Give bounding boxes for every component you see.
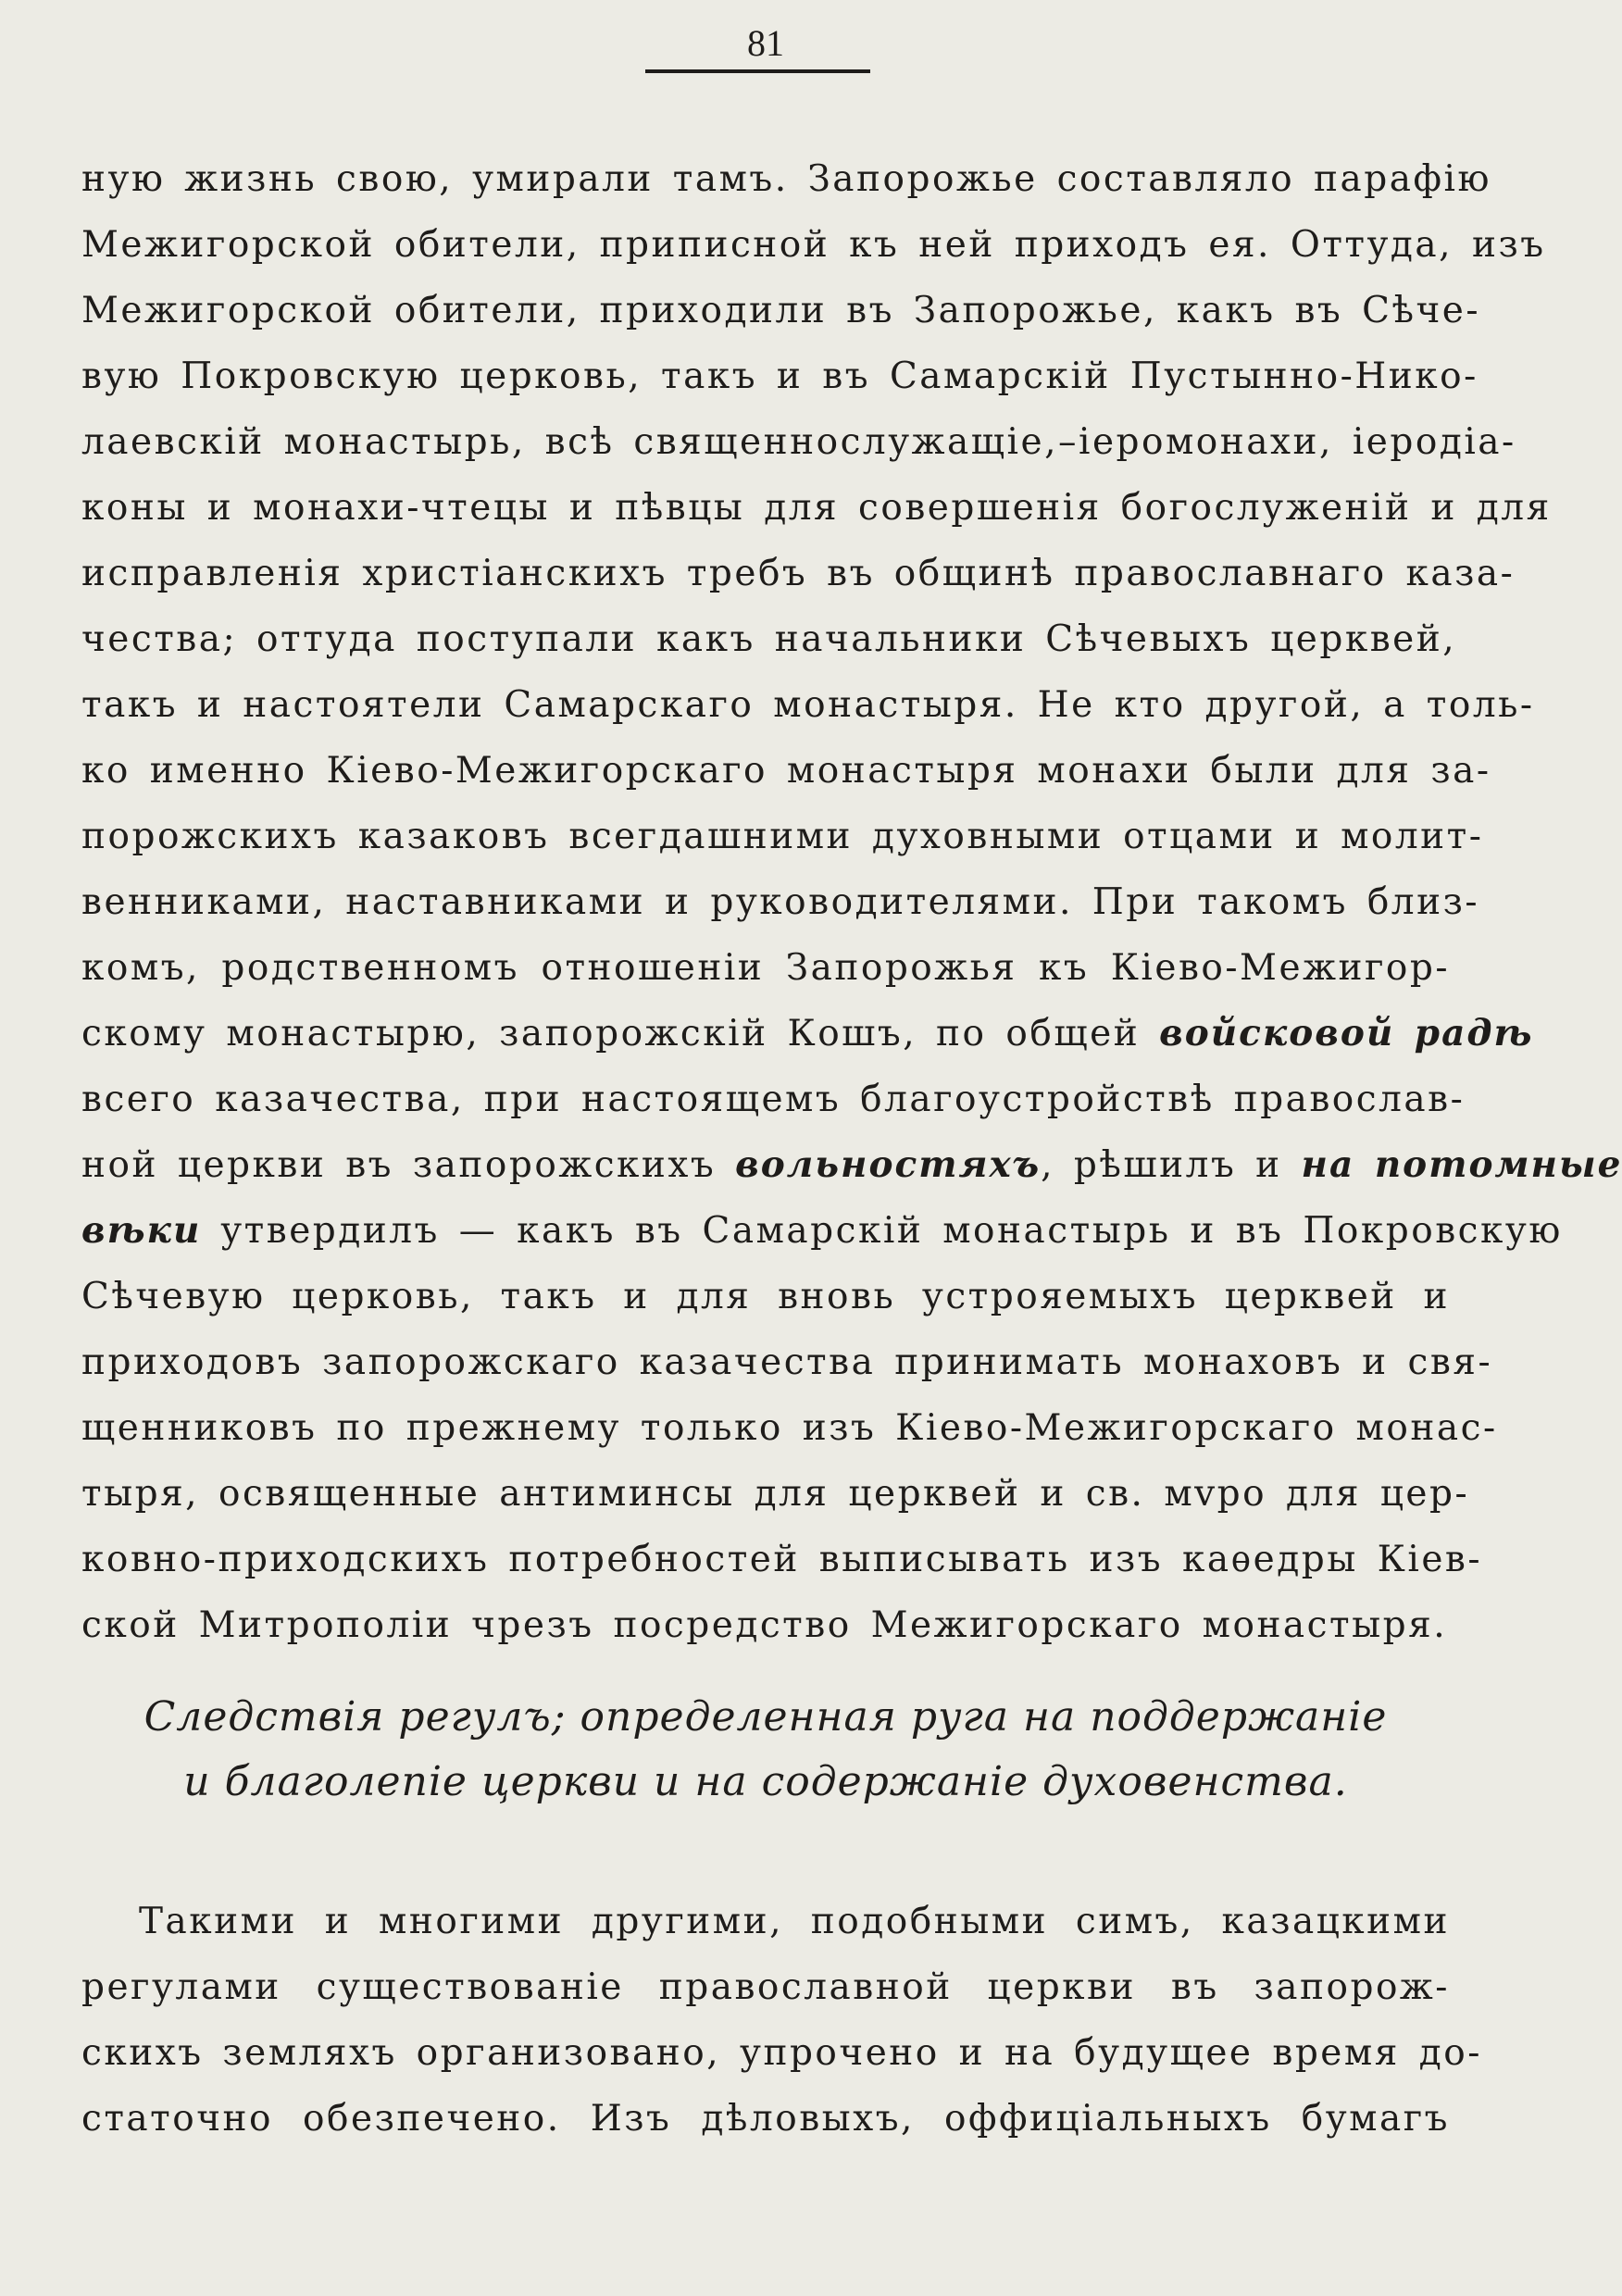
text-line: комъ, родственномъ отношеніи Запорожья къ Кіево-Межигор- <box>81 947 1450 989</box>
text-line: вую Покровскую церковь, такъ и въ Самарскій Пустынно-Нико- <box>81 356 1479 397</box>
text-line: приходовъ запорожскаго казачества принимать монаховъ и свя- <box>81 1341 1493 1383</box>
text-line <box>81 1132 1622 1198</box>
text-line: скихъ земляхъ организовано, упрочено и на будущее время до- <box>81 2032 1482 2074</box>
paragraph-1 <box>81 146 1622 1658</box>
emphasis-text: вольностяхъ <box>735 1143 1042 1186</box>
paragraph-2 <box>81 1889 1482 2152</box>
page-number-rule <box>645 69 870 73</box>
text-line: Межигорской обители, приходили въ Запорожье, какъ въ Сѣче- <box>81 290 1481 331</box>
emphasis-text: на потомные <box>1301 1143 1622 1186</box>
section-heading <box>81 1685 1450 1815</box>
text-line: ковно-приходскихъ потребностей выписывать изъ каѳедры Кіев- <box>81 1539 1483 1580</box>
text-line: ную жизнь свою, умирали тамъ. Запорожье составляло парафію <box>81 158 1491 200</box>
heading-line: и благолепіе церкви и на содержаніе духовенства. <box>183 1758 1348 1805</box>
text-segment: ной церкви въ запорожскихъ <box>81 1144 736 1186</box>
emphasis-text: вѣки <box>81 1209 202 1252</box>
text-line: исправленія христіанскихъ требъ въ общинѣ православнаго каза- <box>81 553 1516 594</box>
page-number: 81 <box>747 22 784 64</box>
text-line <box>81 1198 1563 1264</box>
text-line: венниками, наставниками и руководителями. При такомъ близ- <box>81 881 1480 923</box>
text-line: Сѣчевую церковь, такъ и для вновь устрояемыхъ церквей и <box>81 1276 1450 1317</box>
text-segment: , рѣшилъ и <box>1041 1144 1302 1186</box>
text-line: ко именно Кіево-Межигорскаго монастыря монахи были для за- <box>81 750 1491 792</box>
heading-line: Следствія регулъ; определенная руга на поддержаніе <box>143 1693 1388 1741</box>
text-line: статочно обезпечено. Изъ дѣловыхъ, оффиціальныхъ бумагъ <box>81 2098 1450 2140</box>
emphasis-text: войсковой радѣ <box>1159 1012 1534 1054</box>
text-line: щенниковъ по прежнему только изъ Кіево-Межигорскаго монас- <box>81 1407 1498 1449</box>
text-line: чества; оттуда поступали какъ начальники Сѣчевыхъ церквей, <box>81 618 1457 660</box>
text-line: регулами существованіе православной церкви въ запорож- <box>81 1966 1450 2008</box>
text-line: тыря, освященные антиминсы для церквей и св. мvро для цер- <box>81 1473 1470 1515</box>
text-line: всего казачества, при настоящемъ благоустройствѣ православ- <box>81 1079 1466 1120</box>
text-line: такъ и настоятели Самарскаго монастыря. Не кто другой, а толь- <box>81 684 1535 726</box>
text-line: Такими и многими другими, подобными симъ, казацкими <box>139 1901 1450 1942</box>
text-line: ской Митрополіи чрезъ посредство Межигорскаго монастыря. <box>81 1604 1448 1646</box>
text-line: порожскихъ казаковъ всегдашними духовными отцами и молит- <box>81 816 1484 857</box>
text-line: Межигорской обители, приписной къ ней приходъ ея. Оттуда, изъ <box>81 224 1546 266</box>
text-segment: утвердилъ — какъ въ Самарскій монастырь и въ Покровскую <box>201 1210 1563 1252</box>
text-segment: скому монастырю, запорожскій Кошъ, по общей <box>81 1013 1160 1054</box>
text-line <box>81 1001 1534 1067</box>
text-line: коны и монахи-чтецы и пѣвцы для совершенія богослуженій и для <box>81 487 1552 529</box>
text-line: лаевскій монастырь, всѣ священнослужащіе,–іеромонахи, іеродіа- <box>81 421 1516 463</box>
